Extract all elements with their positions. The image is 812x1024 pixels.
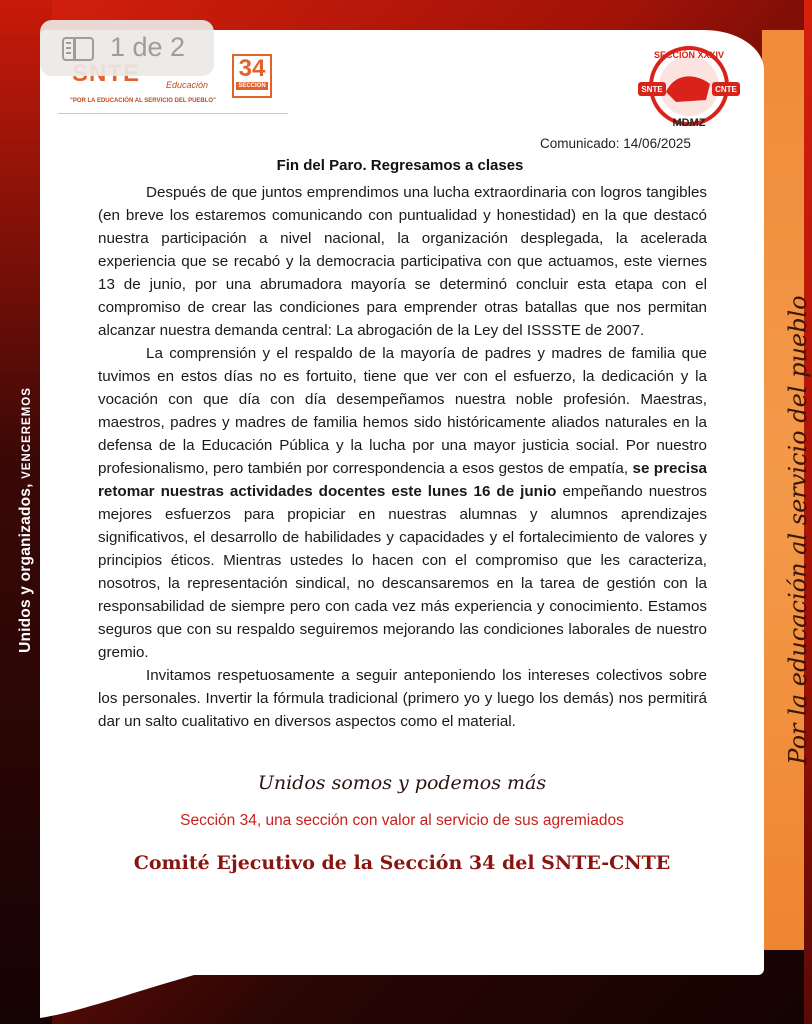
left-side-motto: Unidos y organizados, VENCEREMOS [17,387,34,653]
signature-committee: Comité Ejecutivo de la Sección 34 del SNTE-CNTE [133,852,671,874]
seal-left-text: SNTE [641,85,663,94]
section-number-badge: 34 SECCIÓN [232,54,272,98]
sidebar-panel-icon [62,37,94,61]
slogan: Unidos somos y podemos más [257,772,547,794]
page-count: 1 de 2 [110,32,186,62]
logo-motto: "POR LA EDUCACIÓN AL SERVICIO DEL PUEBLO" [70,98,216,104]
right-side-motto: Por la educación al servicio del pueblo [784,295,812,765]
sub-slogan: Sección 34, una sección con valor al servicio de sus agremiados [180,812,624,829]
right-side-band [762,30,812,950]
communique-date: Comunicado: 14/06/2025 [540,136,691,151]
document-body [98,181,707,733]
logo-subtitle: Educación [166,80,209,90]
page-indicator[interactable] [40,20,214,76]
paragraph-1: Después de que juntos emprendimos una lucha extraordinaria con logros tangibles (en breve los estaremos comunicando con puntualidad y honestidad) en la que destacó nuestra participación a nivel nacional, la organización desplegada, la acelerada experiencia que se recabó y la democracia participativa con que actuamos, este viernes 13 de junio, por una abrumadora mayoría se determinó concluir esta etapa con el compromiso de crear las condiciones para emprender otras batallas que nos permitan alcanzar nuestra demanda central: La abrogación de la Ley del ISSSTE de 2007. [98,184,707,339]
document-title: Fin del Paro. Regresamos a clases [276,157,524,174]
paragraph-2: La comprensión y el respaldo de la mayoría de padres y madres de familia que tuvimos en estos días no es fortuito, tiene que ver con el esfuerzo, la dedicación y la vocación con que día con día desempeñamos nuestra noble profesión. Maestras, maestros, padres y madres de familia hemos sido históricamente aliados naturales en la defensa de la Educación Pública y la lucha por una mayor justicia social. Por nuestro profesionalismo, pero también por correspondencia a esos gestos de empatía, se precisa retomar nuestras actividades docentes este lunes 16 de junio empeñando nuestros mejores esfuerzos para propiciar en nuestras alumnas y alumnos aprendizajes significativos, el desarrollo de habilidades y capacidades y el fortalecimiento de valores y principios éticos. Mientras ustedes lo hacen con el compromiso que les caracteriza, nosotros, la representación sindical, no descansaremos en la tarea de gestión con la responsabilidad de siempre pero con cada vez más experiencia y conocimiento. Estamos seguros que con su respaldo seguiremos mejorando las condiciones laborales de nuestro gremio. [98,345,708,661]
section-seal-logo [636,44,742,132]
seal-right-text: CNTE [715,85,737,94]
highlighted-return-date: se precisa retomar nuestras actividades docentes este lunes 16 de junio [98,460,708,500]
seal-top-text: SECCIÓN XXXIV [653,50,725,60]
seal-bottom-text: MDMZ [672,117,706,129]
bottom-wave-decoration [0,900,804,1024]
paragraph-3: Invitamos respetuosamente a seguir anteponiendo los intereses colectivos sobre los personales. Invertir la fórmula tradicional (primero yo y luego los demás) nos permitirá dar un salto cualitativo en diversos aspectos como el material. [98,667,707,730]
